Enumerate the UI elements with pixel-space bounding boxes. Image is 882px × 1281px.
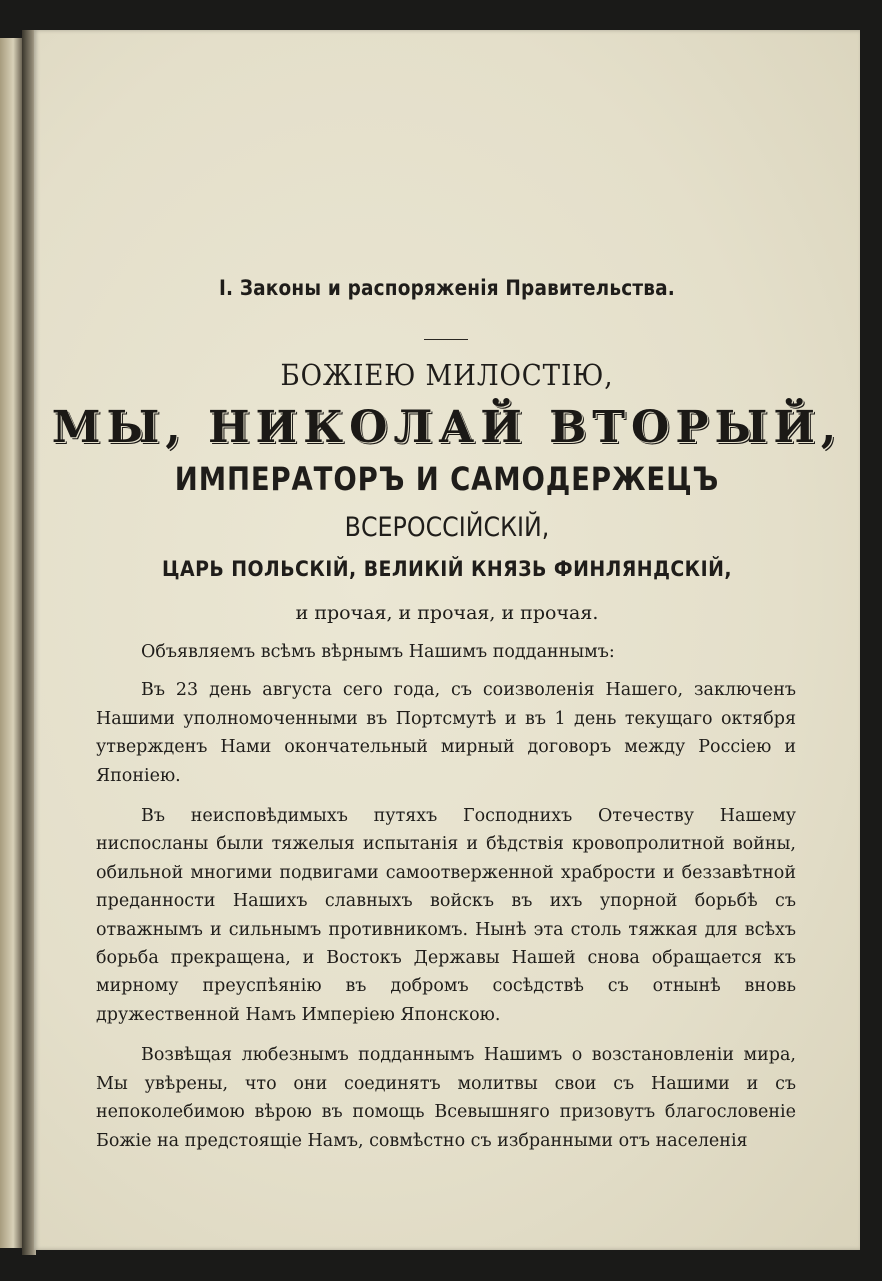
title-by-grace: БОЖІЕЮ МИЛОСТІЮ, xyxy=(280,358,614,392)
title-tsar-poland-finland: ЦАРЬ ПОЛЬСКІЙ, ВЕЛИКІЙ КНЯЗЬ ФИНЛЯНДСКІЙ, xyxy=(162,557,732,581)
title-all-russian: ВСЕРОССІЙСКІЙ, xyxy=(344,512,550,543)
heading-rule xyxy=(424,339,468,340)
title-emperor-autocrat: ИМПЕРАТОРЪ И САМОДЕРЖЕЦЪ xyxy=(174,460,720,498)
paragraph: Возвѣщая любезнымъ подданнымъ Нашимъ о возстановленіи мира, Мы увѣрены, что они соединятъ молитвы свои съ Нашими и съ непоколебимою вѣрою въ помощь Всевышняго призовутъ благословеніе Божіе на предстоящіе Намъ, совмѣстно съ избранными отъ населенія xyxy=(96,1045,796,1151)
title-et-cetera: и прочая, и прочая, и прочая. xyxy=(295,602,599,624)
manifesto-text xyxy=(96,638,796,1167)
section-heading: I. Законы и распоряженія Правительства. xyxy=(218,276,675,300)
paragraph: Въ неисповѣдимыхъ путяхъ Господнихъ Отечеству Нашему ниспосланы были тяжелыя испытанія и бѣдствія кровопролитной войны, обильной многими подвигами самоотверженной храбрости и беззавѣтной преданности Нашихъ славныхъ войскъ въ ихъ упорной борьбѣ съ отважнымъ и сильнымъ противникомъ. Нынѣ эта столь тяжкая для всѣхъ борьба прекращена, и Востокъ Державы Нашей снова обращается къ мирному преуспѣянію въ добромъ сосѣдствѣ съ отнынѣ вновь дружественной Намъ Имперіею Японскою. xyxy=(96,806,796,1025)
page xyxy=(34,30,860,1250)
left-page-edge xyxy=(0,38,22,1248)
title-emperor-name: МЫ, НИКОЛАЙ ВТОРЫЙ, xyxy=(51,402,843,453)
paragraph: Объявляемъ всѣмъ вѣрнымъ Нашимъ подданнымъ: xyxy=(141,642,615,662)
paragraph: Въ 23 день августа сего года, съ соизволенія Нашего, заключенъ Нашими уполномоченными въ Портсмутѣ и въ 1 день текущаго октября утвержденъ Нами окончательный мирный договоръ между Россіею и Японіею. xyxy=(96,680,796,786)
